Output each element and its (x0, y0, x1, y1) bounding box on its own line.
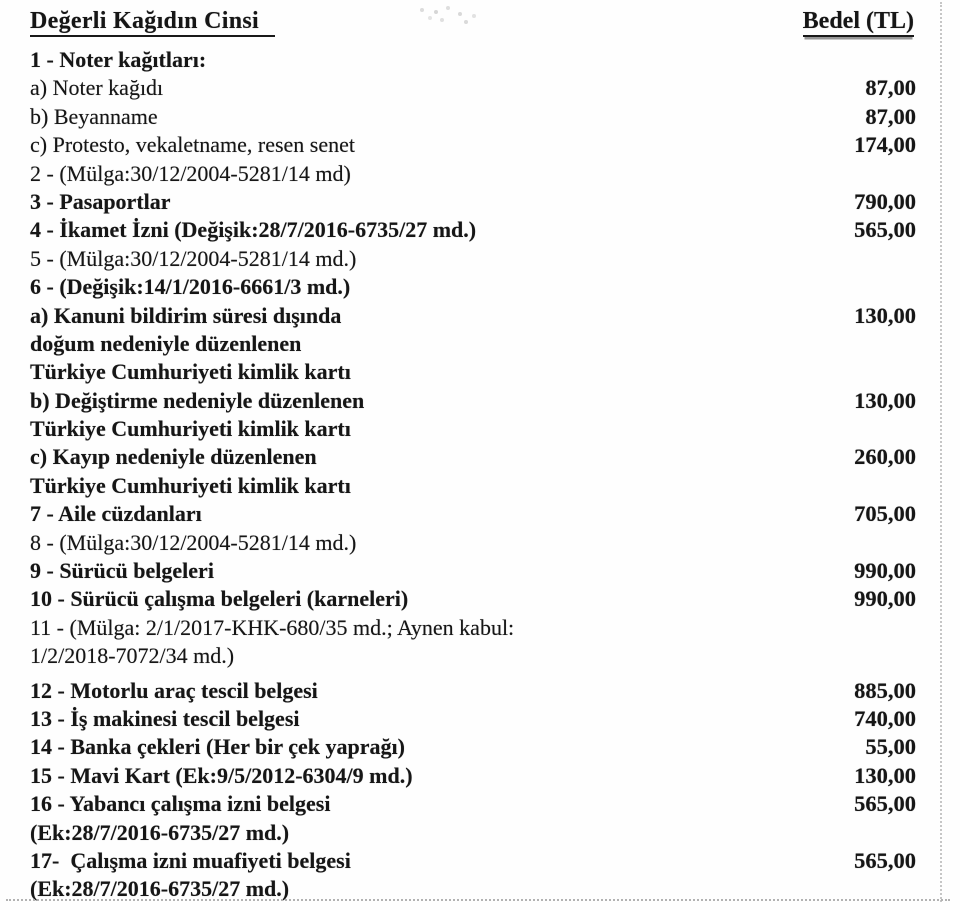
row-label: b) Beyanname (30, 103, 158, 129)
row-label: a) Kanuni bildirim süresi dışında (30, 302, 342, 328)
table-row (30, 131, 914, 159)
row-label: 12 - Motorlu araç tescil belgesi (30, 677, 318, 703)
table-row (30, 557, 914, 585)
row-label: 10 - Sürücü çalışma belgeleri (karneleri) (30, 586, 409, 612)
table-row (30, 762, 914, 790)
row-value: 130,00 (854, 387, 916, 413)
row-label: 15 - Mavi Kart (Ek:9/5/2012-6304/9 md.) (30, 762, 413, 788)
row-label: 8 - (Mülga:30/12/2004-5281/14 md.) (30, 529, 357, 555)
row-label: b) Değiştirme nedeniyle düzenlenen (30, 387, 365, 413)
row-label: c) Protesto, vekaletname, resen senet (30, 132, 355, 158)
table-row (30, 74, 914, 102)
row-label: 4 - İkamet İzni (Değişik:28/7/2016-6735/27 md.) (30, 217, 477, 243)
table-row (30, 614, 914, 642)
row-label: c) Kayıp nedeniyle düzenlenen (30, 444, 317, 470)
row-label: doğum nedeniyle düzenlenen (30, 330, 302, 356)
row-label: (Ek:28/7/2016-6735/27 md.) (30, 876, 290, 902)
row-label: Türkiye Cumhuriyeti kimlik kartı (30, 472, 351, 498)
table-row (30, 585, 914, 613)
scan-smudge-artifact (420, 8, 424, 12)
row-value: 565,00 (854, 847, 916, 873)
table-row (30, 819, 914, 847)
table-row (30, 273, 914, 301)
table-row (30, 642, 914, 670)
table-row (30, 387, 914, 415)
row-label: a) Noter kağıdı (30, 75, 164, 101)
row-value: 740,00 (854, 705, 916, 731)
row-value: 705,00 (854, 501, 916, 527)
scan-edge-dots-right (940, 2, 942, 902)
row-label: 1 - Noter kağıtları: (30, 47, 207, 72)
row-label: 11 - (Mülga: 2/1/2017-KHK-680/35 md.; Aynen kabul: (30, 614, 515, 640)
row-value: 990,00 (854, 586, 916, 612)
row-label: 5 - (Mülga:30/12/2004-5281/14 md.) (30, 245, 357, 271)
row-value: 565,00 (854, 217, 916, 243)
table-row (30, 160, 914, 188)
row-label: (Ek:28/7/2016-6735/27 md.) (30, 819, 290, 845)
row-value: 790,00 (854, 188, 916, 214)
table-row (30, 358, 914, 386)
row-label: 7 - Aile cüzdanları (30, 501, 202, 527)
table-row (30, 216, 914, 244)
row-value: 130,00 (854, 762, 916, 788)
table-row (30, 103, 914, 131)
table-row (30, 500, 914, 528)
fee-table-rows (30, 46, 914, 904)
row-label: 1/2/2018-7072/34 md.) (30, 643, 235, 669)
table-row (30, 790, 914, 818)
row-value: 885,00 (854, 677, 916, 703)
table-row (30, 847, 914, 875)
table-row (30, 330, 914, 358)
table-row (30, 529, 914, 557)
table-row (30, 472, 914, 500)
row-label: Türkiye Cumhuriyeti kimlik kartı (30, 416, 351, 442)
value-column-header: Bedel (TL) (803, 8, 914, 37)
table-row (30, 443, 914, 471)
table-row (30, 733, 914, 761)
table-row (30, 46, 914, 74)
table-row (30, 188, 914, 216)
row-label: 13 - İş makinesi tescil belgesi (30, 705, 300, 731)
table-row (30, 415, 914, 443)
row-label: 3 - Pasaportlar (30, 188, 171, 214)
row-value: 55,00 (865, 734, 916, 760)
row-label: 17- Çalışma izni muafiyeti belgesi (30, 847, 351, 873)
table-row (30, 677, 914, 705)
row-label: 16 - Yabancı çalışma izni belgesi (30, 791, 331, 817)
row-value: 260,00 (854, 444, 916, 470)
row-value: 87,00 (865, 75, 916, 101)
scan-edge-dots-bottom (6, 899, 950, 901)
item-column-header: Değerli Kağıdın Cinsi (30, 8, 275, 37)
row-label: Türkiye Cumhuriyeti kimlik kartı (30, 359, 351, 385)
row-label: 6 - (Değişik:14/1/2016-6661/3 md.) (30, 274, 351, 300)
row-label: 14 - Banka çekleri (Her bir çek yaprağı) (30, 734, 405, 760)
row-value: 174,00 (854, 132, 916, 158)
row-value: 990,00 (854, 558, 916, 584)
row-value: 130,00 (854, 302, 916, 328)
row-label: 9 - Sürücü belgeleri (30, 558, 214, 584)
row-label: 2 - (Mülga:30/12/2004-5281/14 md) (30, 160, 351, 186)
table-header-row (30, 8, 914, 44)
table-row (30, 705, 914, 733)
table-row (30, 245, 914, 273)
table-row (30, 302, 914, 330)
row-value: 87,00 (865, 103, 916, 129)
row-value: 565,00 (854, 791, 916, 817)
